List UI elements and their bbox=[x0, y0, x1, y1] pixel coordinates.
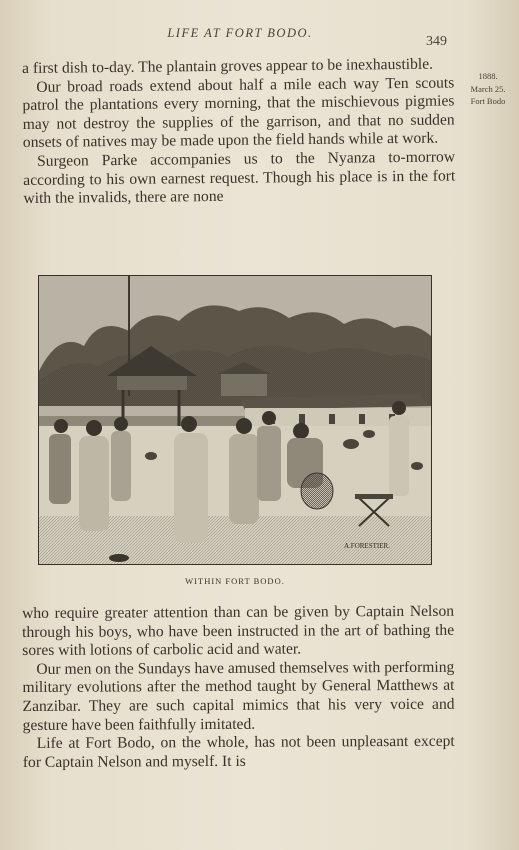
margin-note-place: Fort Bodo bbox=[470, 96, 506, 106]
paragraph-surgeon-parke: Surgeon Parke accompanies us to the Nyanza to-morrow according to his own earnest request. Though his place is in the fort with the invalids, there are none bbox=[23, 148, 456, 208]
engraving-scene bbox=[39, 276, 431, 564]
engraving-illustration bbox=[38, 275, 432, 565]
bottom-text-block bbox=[22, 603, 455, 773]
paragraph-life-at-fort-bodo: Life at Fort Bodo, on the whole, has not been unpleasant except for Captain Nelson and myself. It is bbox=[22, 732, 455, 771]
top-text-block bbox=[22, 55, 456, 208]
paragraph-nelson-boys: who require greater attention than can be given by Captain Nelson through his boys, who have been instructed in the art of bathing the sores with lotions of carbolic acid and water. bbox=[22, 602, 455, 660]
margin-note-year: 1888. bbox=[478, 71, 498, 81]
paragraph-plantain: a first dish to-day. The plantain groves appear to be inexhaustible. bbox=[22, 55, 434, 77]
paragraph-sunday-evolutions: Our men on the Sundays have amused themselves with performing military evolutions after the method taught by General Matthews at Zanzibar. They are such capital mimics that his very voice and gesture have been faithfully imitated. bbox=[22, 658, 455, 734]
paragraph-roads: Our broad roads extend about half a mile each way Ten scouts patrol the plantations every morning, that the mischievous pigmies may not destroy the supplies of the garrison, and that no sudden onsets of natives may be made upon the field hands while at work. bbox=[22, 74, 455, 152]
artist-signature: A.FORESTIER. bbox=[344, 542, 390, 550]
margin-note-date: March 25. bbox=[470, 83, 506, 94]
page-number: 349 bbox=[426, 34, 447, 49]
margin-note bbox=[459, 70, 517, 108]
illustration-caption: WITHIN FORT BODO. bbox=[185, 576, 285, 586]
running-title: LIFE AT FORT BODO. bbox=[167, 26, 313, 40]
